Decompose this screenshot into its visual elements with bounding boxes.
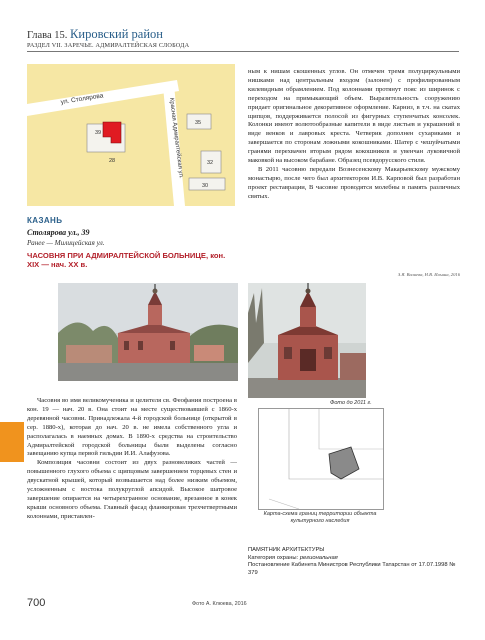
map-number-39: 39 [95,130,102,136]
category-label: Категория охраны: [248,554,299,561]
section-header: РАЗДЕЛ VII. ЗАРЕЧЬЕ. АДМИРАЛТЕЙСКАЯ СЛОБОДА [27,42,190,49]
left-column-text [27,397,237,522]
map-number-35: 35 [195,120,202,126]
monument-title: ЧАСОВНЯ ПРИ АДМИРАЛТЕЙСКОЙ БОЛЬНИЦЕ, кон. XIX — нач. XX в. [27,251,226,269]
map-number-30: 30 [202,183,209,189]
map-number-32: 32 [207,160,214,166]
map-label-kr-adm: Красная Адмиралтейская ул. [168,97,184,179]
map-number-28: 28 [109,158,116,164]
chapel-photo-before-image [248,283,366,398]
site-plan-drawing [259,409,383,509]
protection-info [248,547,460,577]
former-address: Ранее — Милицейская ул. [27,239,105,247]
map-label-stolyarova: ул. Столярова [60,92,104,106]
plan-caption: Карта-схема границ территории объекта культурного наследия [263,511,377,524]
category-value: региональная [299,554,338,561]
map-drawing [27,64,235,206]
protection-category [248,555,460,563]
site-plan-map [258,408,384,510]
protection-heading: ПАМЯТНИК АРХИТЕКТУРЫ [248,547,325,553]
chapter-prefix: Глава 15. [27,30,68,41]
right-column-text [248,68,460,202]
right-paragraph-1: ным к нишам скошенных углов. Он отмечен тремя полуциркульными нишками над центральным входом (залонен) с профилированным килевидным обрамлением. Под колоннами протянут пояс из ширинок с переходом на примыкающий объем. Выразительность сооружению придает оригинальное декоративное оформление. Карниз, в т.ч. на скатах щипцов, поддерживается полосой из фигурных ступенчатых консолек. Колонки имеют волютообразные капители в виде листьев и украшений в виде венков и лавровых креста. Четверик дополнен сухариками и завершается по сторонам ложными кокошниками. Шатер с чешуйчатыми гранями перехвачен вторым рядом кокошников и увенчан луковичной маковкой на высоком барабане. Образец псевдорусского стиля. [248,68,460,165]
left-paragraph-1: Часовня во имя великомученика и целителя св. Феофания построена в кон. 19 — нач. 20 в. Она стоит на месте существовавшей с 1860-х деревянной часовни. Принадлежала 4-й городской больнице (открытой в сер. 1880-х), которая до нач. 20 в. не имела собственного угла и располагалась в наемных домах. В 1890-х средства на строительство Адмиралтейской городской больницы были выделены согласно завещанию купца первой гильдии И.И. Алафузова. [27,397,237,458]
heritage-boundary-area [329,447,359,479]
chapter-header [27,27,163,42]
section-edge-tab [0,422,24,462]
left-paragraph-2: Композиция часовни состоит из двух разновеликих частей — повышенного глухого объема с щипцовым завершением торцевых стен и двускатной крышей, который возвышается над более низким объемом, усложненным с востока полукруглой апсидой. Высокое шатровое завершение опирается на четырехгранное основание, врезанное в конек крыши основного объема. Главный фасад фланкирован трехчетвертными колоннами, приставлен- [27,459,237,520]
chapel-photo-current-image [58,283,238,381]
header-divider [27,51,459,52]
photo-caption: Фото до 2011 г. [330,400,372,406]
photo-credit: Фото А. Клюева, 2016 [192,601,247,607]
chapel-photo-before-2011 [248,283,366,398]
monument-address: Столярова ул., 39 [27,228,90,237]
chapter-name: Кировский район [70,27,163,41]
city-label: КАЗАНЬ [27,216,63,225]
protection-decree: Постановление Кабинета Министров Республики Татарстан от 17.07.1998 № 379 [248,562,456,576]
right-paragraph-2: В 2011 часовню передали Вознесенскому Макарьевскому мужскому монастырю, после чего был архитектором И.В. Карповой был разработан проект реставрации, В часовне проводятся молебны в память различных святых. [248,165,460,200]
location-map [27,64,235,206]
author-credit: З.Я. Валиева, Н.В. Ильина, 2016 [397,272,460,277]
page-number: 700 [27,597,46,609]
chapel-photo-current [58,283,238,381]
